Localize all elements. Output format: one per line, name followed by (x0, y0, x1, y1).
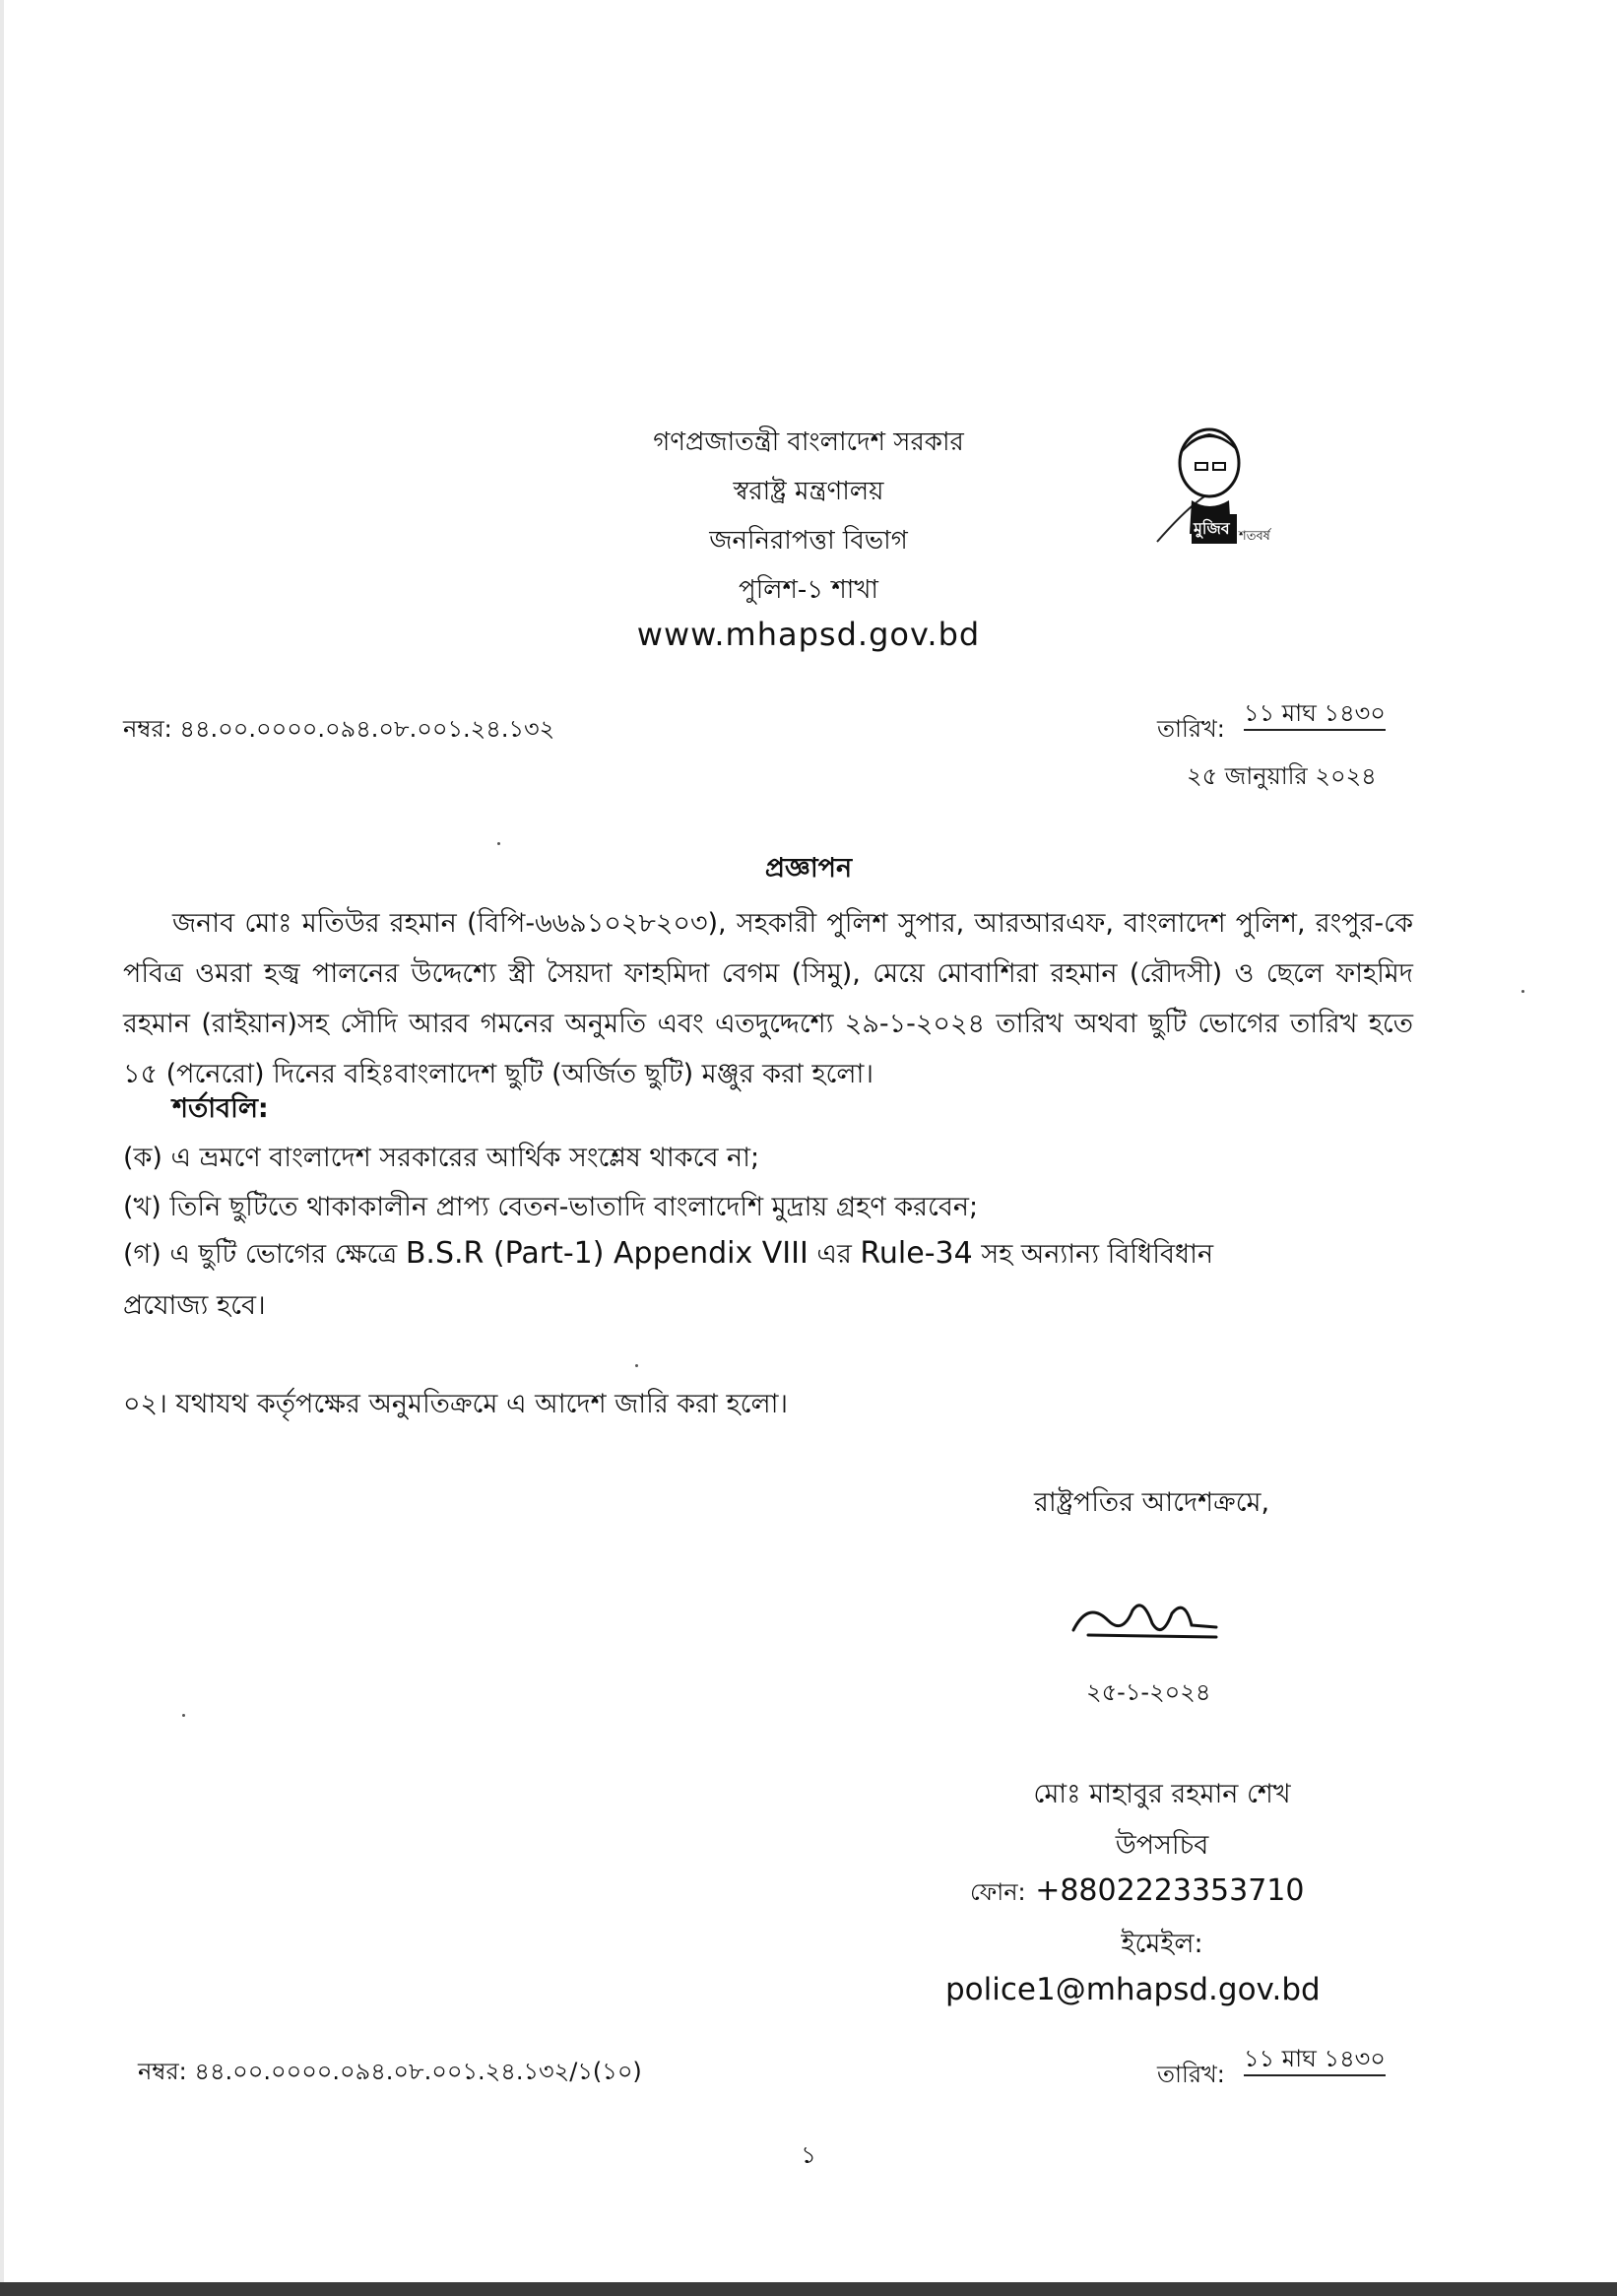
clause-02: ০২। যথাযথ কর্তৃপক্ষের অনুমতিক্রমে এ আদেশ জারি করা হলো। (123, 1389, 789, 1419)
condition-ga-rule2: Rule-34 (860, 1236, 973, 1271)
scan-speck (635, 1364, 638, 1367)
footer-date-label: তারিখ: (1157, 2061, 1225, 2088)
phone-label: ফোন: (970, 1878, 1026, 1906)
officer-designation: উপসচিব (1115, 1830, 1209, 1861)
condition-kha: (খ) তিনি ছুটিতে থাকাকালীন প্রাপ্য বেতন-ভাতাদি বাংলাদেশি মুদ্রায় গ্রহণ করবেন; (123, 1192, 979, 1222)
svg-text:শতবর্ষ: শতবর্ষ (1239, 529, 1270, 544)
order-line: রাষ্ট্রপতির আদেশক্রমে, (1034, 1487, 1270, 1518)
memo-date-bangla: ১১ মাঘ ১৪৩০ (1244, 695, 1386, 735)
condition-ga-suffix: সহ অন্যান্য বিধিবিধান (981, 1239, 1214, 1270)
email-label: ইমেইল: (1121, 1929, 1203, 1959)
phone-line (970, 1873, 1304, 1914)
ministry-title: স্বরাষ্ট্র মন্ত্রণালয় (733, 477, 884, 506)
svg-text:মুজিব: মুজিব (1194, 519, 1230, 538)
officer-name: মোঃ মাহাবুর রহমান শেখ (1033, 1779, 1291, 1809)
condition-ka: (ক) এ ভ্রমণে বাংলাদেশ সরকারের আর্থিক সংশ্লেষ থাকবে না; (123, 1143, 760, 1173)
portrait-icon (1152, 424, 1349, 561)
scan-speck (182, 1714, 185, 1717)
branch-title: পুলিশ-১ শাখা (739, 575, 878, 605)
memo-date-english: ২৫ জানুয়ারি ২০২৪ (1187, 762, 1377, 790)
memo-date-label: তারিখ: (1157, 715, 1225, 743)
website-link[interactable]: www.mhapsd.gov.bd (636, 616, 981, 653)
mujib-centenary-emblem (1152, 424, 1349, 561)
handwritten-signature (1068, 1586, 1226, 1655)
phone-number[interactable]: +8802223353710 (1035, 1873, 1305, 1908)
scan-speck (497, 842, 500, 845)
condition-ga-rule: B.S.R (Part-1) Appendix VIII (405, 1236, 808, 1271)
footer-date-cutoff (1256, 2096, 1403, 2104)
govt-title: গণপ্রজাতন্ত্রী বাংলাদেশ সরকার (653, 427, 964, 457)
condition-ga-line2: প্রযোজ্য হবে। (123, 1290, 266, 1321)
condition-ga (123, 1236, 1214, 1271)
conditions-title: শর্তাবলি: (172, 1093, 269, 1124)
notice-paragraph: জনাব মোঃ মতিউর রহমান (বিপি-৬৬৯১০২৮২০৩), সহকারী পুলিশ সুপার, আরআরএফ, বাংলাদেশ পুলিশ, রংপুর-কে পবিত্র ওমরা হজ্ব পালনের উদ্দেশ্যে স্ত্রী সৈয়দা ফাহমিদা বেগম (সিমু), মেয়ে মোবাশিরা রহমান (রৌদসী) ও ছেলে ফাহমিদ রহমান (রাইয়ান)সহ সৌদি আরব গমনের অনুমতি এবং এতদুদ্দেশ্যে ২৯-১-২০২৪ তারিখ অথবা ছুটি ভোগের তারিখ হতে ১৫ (পনেরো) দিনের বহিঃবাংলাদেশ ছুটি (অর্জিত ছুটি) মঞ্জুর করা হলো। (123, 908, 1413, 1089)
notice-title: প্রজ্ঞাপন (764, 853, 853, 884)
scan-speck (1521, 990, 1524, 993)
email-address[interactable]: police1@mhapsd.gov.bd (945, 1972, 1321, 2007)
footer-date-bangla: ১১ মাঘ ১৪৩০ (1244, 2041, 1386, 2080)
signature-date: ২৫-১-২০২৪ (1086, 1678, 1211, 1706)
condition-ga-mid: এর (816, 1239, 852, 1270)
page-number: ১ (801, 2141, 816, 2169)
memo-number: নম্বর: ৪৪.০০.০০০০.০৯৪.০৮.০০১.২৪.১৩২ (123, 715, 555, 743)
division-title: জননিরাপত্তা বিভাগ (709, 526, 908, 556)
scan-edge (0, 0, 4, 2296)
condition-ga-prefix: (গ) এ ছুটি ভোগের ক্ষেত্রে (123, 1239, 398, 1270)
footer-number: নম্বর: ৪৪.০০.০০০০.০৯৪.০৮.০০১.২৪.১৩২/১(১০) (138, 2058, 642, 2085)
scan-border (0, 2282, 1617, 2296)
